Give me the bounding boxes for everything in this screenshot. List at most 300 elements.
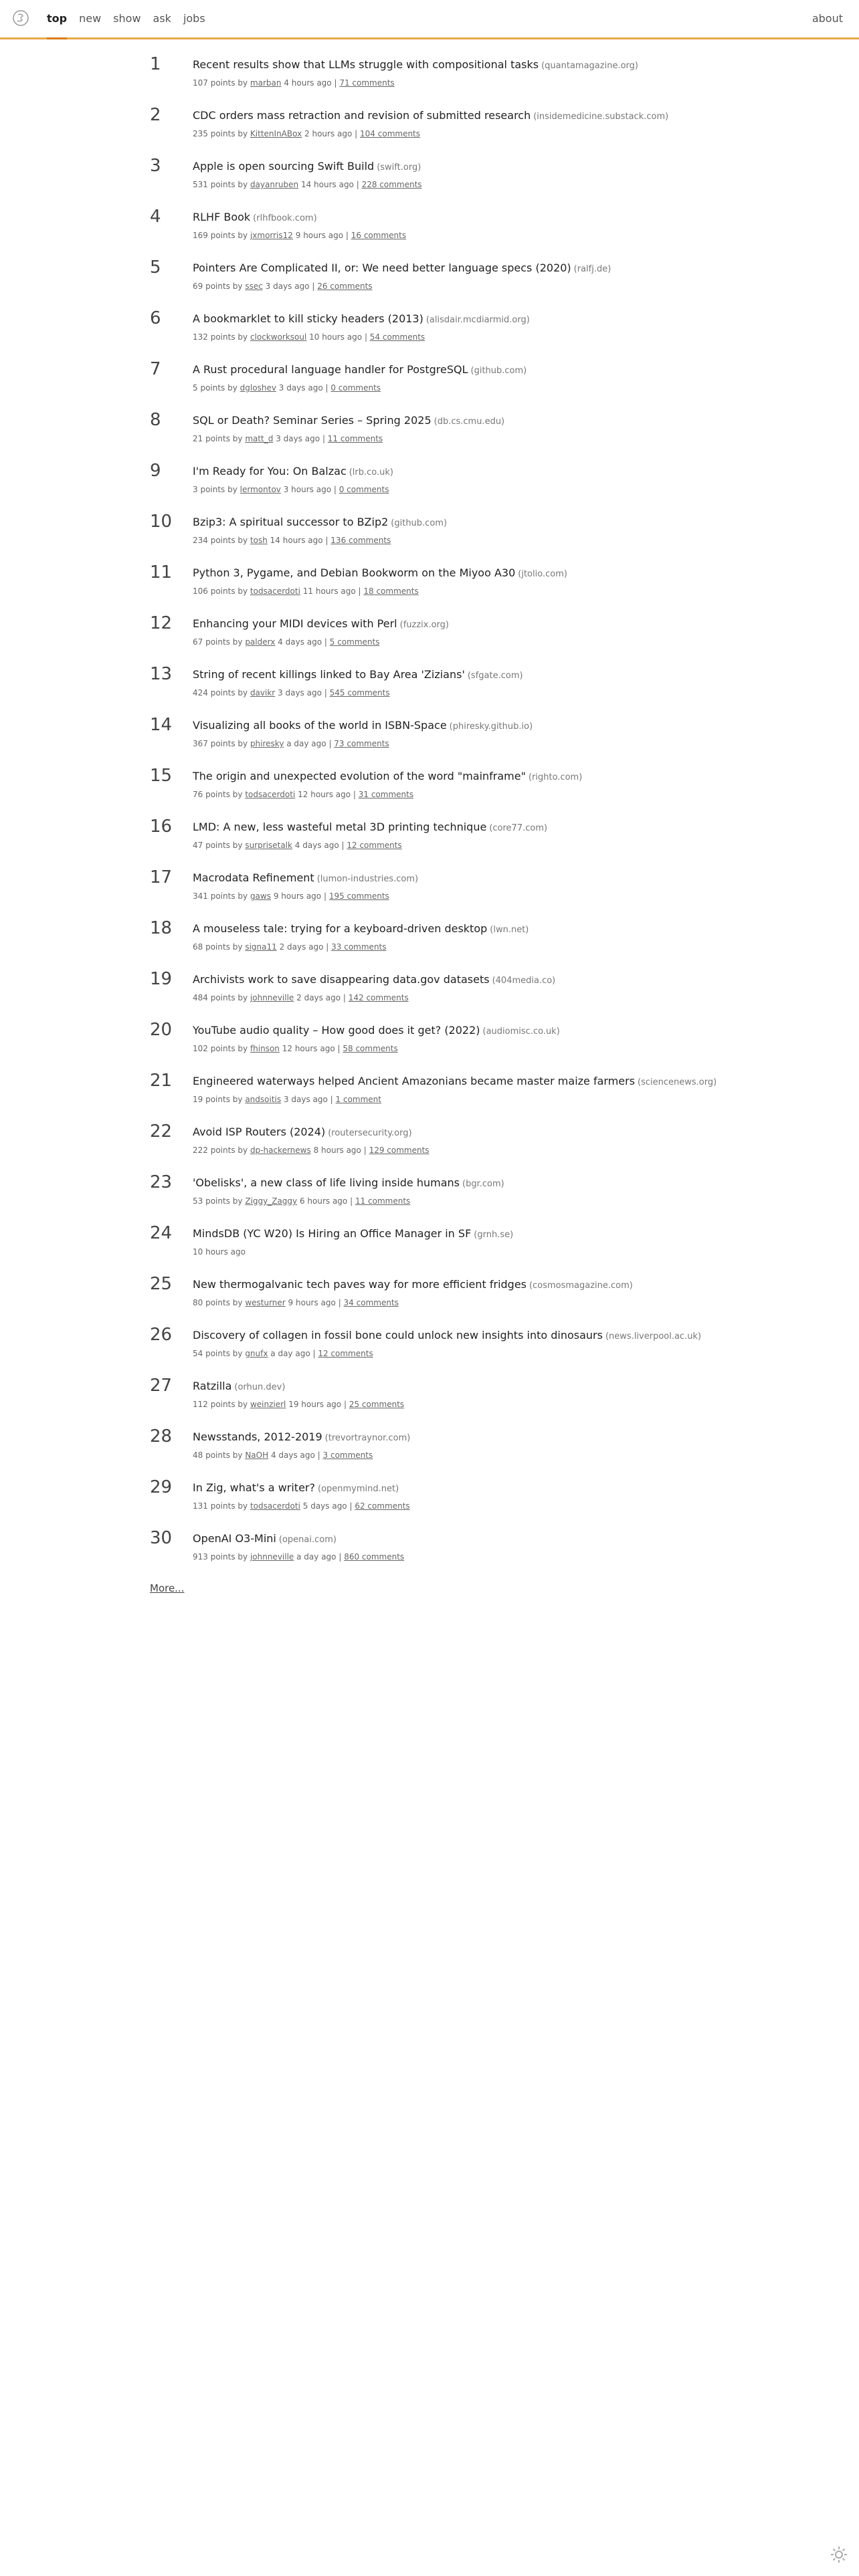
story-comments-link[interactable]: 73 comments — [334, 739, 389, 748]
story-comments-link[interactable]: 54 comments — [369, 332, 425, 342]
story-comments-link[interactable]: 31 comments — [358, 790, 414, 799]
story-age: 14 hours ago — [270, 536, 323, 545]
story-comments-link[interactable]: 11 comments — [355, 1196, 411, 1206]
story-points: 47 points by — [193, 841, 243, 850]
story-points: 102 points by — [193, 1044, 248, 1053]
story-age: 10 hours ago — [193, 1247, 246, 1257]
story-body — [193, 1172, 719, 1206]
story-domain: (cosmosmagazine.com) — [529, 1281, 633, 1291]
story-meta: 80 points by westurner 9 hours ago | 34 comments — [193, 1298, 399, 1307]
story-meta: 21 points by matt_d 3 days ago | 11 comments — [193, 434, 383, 443]
story-rank: 4 — [150, 207, 161, 227]
story-title-link[interactable]: Newsstands, 2012-2019 — [193, 1430, 322, 1443]
story-age: 3 hours ago — [283, 485, 332, 494]
story-body — [193, 460, 719, 495]
story-rank: 9 — [150, 461, 161, 481]
story-comments-link[interactable]: 0 comments — [339, 485, 389, 494]
story-comments-link[interactable]: 16 comments — [351, 231, 407, 240]
story-domain: (github.com) — [391, 518, 448, 528]
story-title-line — [193, 108, 719, 124]
story-title-link[interactable]: New thermogalvanic tech paves way for more efficient fridges — [193, 1278, 527, 1291]
story-comments-link[interactable]: 545 comments — [329, 688, 390, 697]
story-title-link[interactable]: String of recent killings linked to Bay Area 'Zizians' — [193, 668, 465, 681]
story-rank: 21 — [150, 1071, 173, 1091]
story-item — [150, 1222, 719, 1257]
story-points: 131 points by — [193, 1501, 248, 1511]
story-domain: (lwn.net) — [490, 925, 529, 935]
story-title-line — [193, 1023, 719, 1039]
story-rank: 18 — [150, 918, 173, 938]
story-body — [193, 53, 719, 88]
story-title-line — [193, 1328, 719, 1344]
story-points: 913 points by — [193, 1552, 248, 1562]
story-domain: (jtolio.com) — [518, 569, 567, 579]
story-domain: (phiresky.github.io) — [449, 722, 533, 732]
story-rank: 7 — [150, 359, 161, 379]
story-rank: 1 — [150, 54, 161, 74]
story-user-link[interactable]: ssec — [245, 282, 263, 291]
story-rank: 12 — [150, 613, 173, 633]
story-user-link[interactable]: tosh — [250, 536, 268, 545]
settings-gear-icon[interactable] — [830, 2545, 848, 2564]
story-comments-link[interactable]: 3 comments — [322, 1451, 373, 1460]
story-meta: 48 points by NaOH 4 days ago | 3 comments — [193, 1451, 373, 1460]
story-item — [150, 104, 719, 139]
story-age: 4 days ago — [278, 637, 322, 647]
story-item — [150, 968, 719, 1003]
story-meta: 69 points by ssec 3 days ago | 26 comments — [193, 282, 373, 291]
story-title-link[interactable]: Pointers Are Complicated II, or: We need better language specs (2020) — [193, 261, 571, 274]
story-title-link[interactable]: I'm Ready for You: On Balzac — [193, 465, 347, 477]
story-title-link[interactable]: Python 3, Pygame, and Debian Bookworm on the Miyoo A30 — [193, 566, 516, 579]
story-item — [150, 714, 719, 749]
story-item — [150, 1477, 719, 1511]
story-meta: 169 points by jxmorris12 9 hours ago | 16 comments — [193, 231, 407, 240]
story-meta: 5 points by dgloshev 3 days ago | 0 comments — [193, 383, 381, 393]
story-title-line — [193, 1531, 719, 1547]
story-rank: 13 — [150, 664, 173, 684]
story-comments-link[interactable]: 11 comments — [327, 434, 383, 443]
story-item — [150, 613, 719, 647]
story-title-line — [193, 1430, 719, 1446]
story-points: 80 points by — [193, 1298, 243, 1307]
story-body — [193, 308, 719, 342]
story-comments-link[interactable]: 58 comments — [343, 1044, 398, 1053]
story-meta: 19 points by andsoitis 3 days ago | 1 comment — [193, 1095, 381, 1104]
story-item — [150, 460, 719, 495]
story-item — [150, 1527, 719, 1562]
story-item — [150, 1070, 719, 1105]
story-body — [193, 1019, 719, 1054]
story-title-line — [193, 464, 719, 480]
story-meta: 106 points by todsacerdoti 11 hours ago | 18 comments — [193, 586, 419, 596]
story-list — [150, 53, 719, 1578]
top-bar — [0, 0, 859, 39]
story-points: 424 points by — [193, 688, 248, 697]
story-rank: 22 — [150, 1121, 173, 1142]
story-rank: 29 — [150, 1477, 173, 1497]
story-user-link[interactable]: surprisetalk — [245, 841, 292, 850]
story-user-link[interactable]: todsacerdoti — [250, 1501, 300, 1511]
story-comments-link[interactable]: 195 comments — [328, 891, 389, 901]
story-points: 3 points by — [193, 485, 237, 494]
story-points: 112 points by — [193, 1400, 248, 1409]
story-rank: 23 — [150, 1172, 173, 1192]
story-body — [193, 1121, 719, 1156]
story-user-link[interactable]: clockworksoul — [250, 332, 307, 342]
story-meta: 131 points by todsacerdoti 5 days ago | 62 comments — [193, 1501, 410, 1511]
story-rank: 27 — [150, 1376, 173, 1396]
story-age: 11 hours ago — [302, 586, 356, 596]
story-user-link[interactable]: gnufx — [245, 1349, 268, 1358]
story-domain: (fuzzix.org) — [399, 620, 449, 630]
story-user-link[interactable]: marban — [250, 78, 282, 88]
story-title-link[interactable]: Engineered waterways helped Ancient Amazonians became master maize farmers — [193, 1075, 636, 1087]
story-rank: 20 — [150, 1020, 173, 1040]
story-age: 4 hours ago — [284, 78, 332, 88]
story-age: 3 days ago — [278, 383, 323, 393]
story-body — [193, 867, 719, 901]
story-comments-link[interactable]: 1 comment — [335, 1095, 381, 1104]
story-age: 3 days ago — [276, 434, 320, 443]
story-domain: (grnh.se) — [474, 1230, 514, 1240]
story-body — [193, 562, 719, 597]
story-user-link[interactable]: andsoitis — [245, 1095, 282, 1104]
story-item — [150, 308, 719, 342]
story-rank: 19 — [150, 969, 173, 989]
story-title-line — [193, 413, 719, 429]
story-body — [193, 714, 719, 749]
story-meta: 3 points by lermontov 3 hours ago | 0 comments — [193, 485, 389, 494]
story-user-link[interactable]: lermontov — [240, 485, 281, 494]
story-title-link[interactable]: Ratzilla — [193, 1380, 232, 1392]
story-title-link[interactable]: A bookmarklet to kill sticky headers (2013) — [193, 312, 423, 325]
story-user-link[interactable]: phiresky — [250, 739, 284, 748]
story-comments-link[interactable]: 5 comments — [329, 637, 380, 647]
story-domain: (routersecurity.org) — [328, 1128, 412, 1138]
story-points: 106 points by — [193, 586, 248, 596]
story-domain: (news.liverpool.ac.uk) — [605, 1331, 702, 1341]
story-title-line — [193, 1176, 719, 1192]
story-body — [193, 358, 719, 393]
story-age: 9 hours ago — [288, 1298, 336, 1307]
story-points: 5 points by — [193, 383, 237, 393]
story-points: 76 points by — [193, 790, 243, 799]
story-points: 19 points by — [193, 1095, 243, 1104]
story-domain: (404media.co) — [492, 976, 556, 986]
story-domain: (openai.com) — [278, 1535, 337, 1545]
story-rank: 17 — [150, 867, 173, 887]
story-body — [193, 1324, 719, 1359]
story-meta: 234 points by tosh 14 hours ago | 136 comments — [193, 536, 391, 545]
story-meta: 53 points by Ziggy_Zaggy 6 hours ago | 11 comments — [193, 1196, 411, 1206]
story-meta: 341 points by gaws 9 hours ago | 195 comments — [193, 891, 389, 901]
story-comments-link[interactable]: 0 comments — [330, 383, 381, 393]
story-title-line — [193, 1481, 719, 1497]
story-rank: 24 — [150, 1223, 173, 1243]
story-user-link[interactable]: dp-hackernews — [250, 1146, 311, 1155]
story-title-line — [193, 1226, 719, 1243]
story-item — [150, 1324, 719, 1359]
story-comments-link[interactable]: 33 comments — [331, 942, 387, 952]
story-body — [193, 918, 719, 952]
story-meta: 531 points by dayanruben 14 hours ago | 228 comments — [193, 180, 422, 189]
story-title-line — [193, 312, 719, 328]
story-points: 222 points by — [193, 1146, 248, 1155]
story-item — [150, 1273, 719, 1308]
story-user-link[interactable]: KittenInABox — [250, 129, 302, 138]
story-title-link[interactable]: Discovery of collagen in fossil bone could unlock new insights into dinosaurs — [193, 1329, 603, 1341]
story-user-link[interactable]: jxmorris12 — [250, 231, 293, 240]
story-age: 12 hours ago — [298, 790, 351, 799]
story-user-link[interactable]: dayanruben — [250, 180, 299, 189]
story-comments-link[interactable]: 136 comments — [330, 536, 391, 545]
story-title-link[interactable]: A mouseless tale: trying for a keyboard-driven desktop — [193, 922, 488, 935]
story-comments-link[interactable]: 18 comments — [363, 586, 419, 596]
story-title-line — [193, 617, 719, 633]
story-body — [193, 1477, 719, 1511]
story-comments-link[interactable]: 71 comments — [339, 78, 395, 88]
story-body — [193, 613, 719, 647]
story-user-link[interactable]: gaws — [250, 891, 271, 901]
story-domain: (openmymind.net) — [318, 1484, 399, 1494]
nav-ask[interactable]: ask — [153, 12, 171, 25]
story-user-link[interactable]: fhinson — [250, 1044, 280, 1053]
story-item — [150, 206, 719, 241]
story-user-link[interactable]: NaOH — [245, 1451, 269, 1460]
story-points: 54 points by — [193, 1349, 243, 1358]
story-domain: (rlhfbook.com) — [253, 213, 317, 223]
story-title-link[interactable]: Apple is open sourcing Swift Build — [193, 160, 375, 173]
story-title-link[interactable]: Archivists work to save disappearing data.gov datasets — [193, 973, 490, 986]
story-rank: 11 — [150, 562, 173, 582]
story-body — [193, 1222, 719, 1257]
story-comments-link[interactable]: 62 comments — [355, 1501, 410, 1511]
story-body — [193, 816, 719, 851]
story-item — [150, 511, 719, 546]
story-domain: (audiomisc.co.uk) — [482, 1027, 560, 1037]
story-title-link[interactable]: Macrodata Refinement — [193, 871, 314, 884]
story-meta: 132 points by clockworksoul 10 hours ago | 54 comments — [193, 332, 425, 342]
story-comments-link[interactable]: 26 comments — [317, 282, 373, 291]
story-meta: 913 points by johnneville a day ago | 860 comments — [193, 1552, 405, 1562]
story-item — [150, 1426, 719, 1461]
story-age: 19 hours ago — [288, 1400, 342, 1409]
story-points: 53 points by — [193, 1196, 243, 1206]
story-title-line — [193, 210, 719, 226]
story-title-link[interactable]: LMD: A new, less wasteful metal 3D printing technique — [193, 821, 487, 833]
story-points: 68 points by — [193, 942, 243, 952]
story-body — [193, 206, 719, 241]
story-rank: 5 — [150, 257, 161, 278]
story-age: 8 hours ago — [313, 1146, 361, 1155]
story-meta: 367 points by phiresky a day ago | 73 comments — [193, 739, 389, 748]
story-body — [193, 1273, 719, 1308]
nav-show[interactable]: show — [113, 12, 141, 25]
story-title-link[interactable]: YouTube audio quality – How good does it get? (2022) — [193, 1024, 480, 1037]
story-user-link[interactable]: todsacerdoti — [250, 586, 300, 596]
story-points: 341 points by — [193, 891, 248, 901]
story-body — [193, 1426, 719, 1461]
story-rank: 3 — [150, 156, 161, 176]
story-domain: (insidemedicine.substack.com) — [533, 112, 669, 122]
story-title-line — [193, 972, 719, 988]
story-comments-link[interactable]: 228 comments — [361, 180, 422, 189]
story-title-link[interactable]: CDC orders mass retraction and revision of submitted research — [193, 109, 531, 122]
story-user-link[interactable]: weinzierl — [250, 1400, 286, 1409]
story-title-link[interactable]: Visualizing all books of the world in ISBN-Space — [193, 719, 447, 732]
story-age: a day ago — [296, 1552, 337, 1562]
story-rank: 15 — [150, 766, 173, 786]
story-item — [150, 562, 719, 597]
story-title-line — [193, 718, 719, 734]
story-domain: (sfgate.com) — [467, 671, 523, 681]
story-points: 69 points by — [193, 282, 243, 291]
story-title-line — [193, 159, 719, 175]
story-points: 48 points by — [193, 1451, 243, 1460]
story-title-line — [193, 1379, 719, 1395]
story-title-line — [193, 58, 719, 74]
more-link[interactable]: More... — [150, 1582, 185, 1594]
story-age: a day ago — [286, 739, 326, 748]
story-comments-link[interactable]: 12 comments — [347, 841, 402, 850]
story-age: 4 days ago — [294, 841, 339, 850]
story-title-link[interactable]: SQL or Death? Seminar Series – Spring 2025 — [193, 414, 432, 427]
story-title-link[interactable]: 'Obelisks', a new class of life living inside humans — [193, 1176, 460, 1189]
story-title-link[interactable]: OpenAI O3-Mini — [193, 1532, 276, 1545]
story-points: 21 points by — [193, 434, 243, 443]
story-domain: (swift.org) — [377, 163, 421, 173]
story-title-line — [193, 1074, 719, 1090]
story-domain: (trevortraynor.com) — [324, 1433, 411, 1443]
story-title-link[interactable]: A Rust procedural language handler for PostgreSQL — [193, 363, 468, 376]
story-meta: 484 points by johnneville 2 days ago | 142 comments — [193, 993, 409, 1002]
story-rank: 26 — [150, 1325, 173, 1345]
story-title-line — [193, 261, 719, 277]
story-domain: (lumon-industries.com) — [316, 874, 419, 884]
story-user-link[interactable]: davikr — [250, 688, 276, 697]
story-title-link[interactable]: In Zig, what's a writer? — [193, 1481, 315, 1494]
nav-new[interactable]: new — [79, 12, 102, 25]
story-points: 367 points by — [193, 739, 248, 748]
story-age: 3 days ago — [265, 282, 310, 291]
story-rank: 8 — [150, 410, 161, 430]
story-domain: (quantamagazine.org) — [541, 61, 638, 71]
story-title-line — [193, 769, 719, 785]
story-comments-link[interactable]: 104 comments — [360, 129, 421, 138]
story-domain: (github.com) — [470, 366, 527, 376]
logo-icon[interactable] — [12, 9, 29, 27]
story-item — [150, 867, 719, 901]
nav-top[interactable]: top — [47, 0, 67, 37]
story-rank: 6 — [150, 308, 161, 328]
story-title-link[interactable]: The origin and unexpected evolution of the word "mainframe" — [193, 770, 526, 782]
story-meta: 47 points by surprisetalk 4 days ago | 12 comments — [193, 841, 402, 850]
story-user-link[interactable]: westurner — [245, 1298, 286, 1307]
story-user-link[interactable]: Ziggy_Zaggy — [245, 1196, 298, 1206]
story-domain: (db.cs.cmu.edu) — [434, 417, 505, 427]
story-body — [193, 1527, 719, 1562]
story-title-link[interactable]: MindsDB (YC W20) Is Hiring an Office Manager in SF — [193, 1227, 472, 1240]
story-age: 10 hours ago — [309, 332, 363, 342]
story-comments-link[interactable]: 860 comments — [344, 1552, 405, 1562]
story-age: 2 days ago — [279, 942, 324, 952]
story-title-link[interactable]: Enhancing your MIDI devices with Perl — [193, 617, 397, 630]
story-title-line — [193, 820, 719, 836]
story-item — [150, 53, 719, 88]
story-age: 5 days ago — [302, 1501, 347, 1511]
story-user-link[interactable]: todsacerdoti — [245, 790, 296, 799]
story-title-link[interactable]: RLHF Book — [193, 211, 251, 223]
story-points: 107 points by — [193, 78, 248, 88]
story-age: 9 hours ago — [273, 891, 322, 901]
main-nav — [47, 0, 217, 37]
story-meta: 54 points by gnufx a day ago | 12 comments — [193, 1349, 373, 1358]
story-title-line — [193, 362, 719, 379]
story-domain: (bgr.com) — [462, 1179, 504, 1189]
story-user-link[interactable]: matt_d — [245, 434, 274, 443]
story-age: 3 days ago — [283, 1095, 328, 1104]
story-title-line — [193, 1125, 719, 1141]
story-points: 484 points by — [193, 993, 248, 1002]
story-title-line — [193, 667, 719, 683]
story-comments-link[interactable]: 34 comments — [343, 1298, 399, 1307]
story-meta: 424 points by davikr 3 days ago | 545 comments — [193, 688, 390, 697]
story-comments-link[interactable]: 12 comments — [318, 1349, 373, 1358]
story-domain: (ralfj.de) — [573, 264, 611, 274]
story-user-link[interactable]: signa11 — [245, 942, 277, 952]
story-title-link[interactable]: Recent results show that LLMs struggle with compositional tasks — [193, 58, 539, 71]
story-domain: (righto.com) — [528, 772, 583, 782]
story-item — [150, 358, 719, 393]
story-item — [150, 1019, 719, 1054]
story-body — [193, 511, 719, 546]
story-points: 531 points by — [193, 180, 248, 189]
story-body — [193, 765, 719, 800]
story-item — [150, 155, 719, 190]
story-age: 2 hours ago — [304, 129, 353, 138]
story-user-link[interactable]: johnneville — [250, 1552, 294, 1562]
story-meta: 68 points by signa11 2 days ago | 33 comments — [193, 942, 387, 952]
story-body — [193, 409, 719, 444]
story-meta: 102 points by fhinson 12 hours ago | 58 comments — [193, 1044, 398, 1053]
story-user-link[interactable]: dgloshev — [240, 383, 276, 393]
story-comments-link[interactable]: 129 comments — [369, 1146, 430, 1155]
story-comments-link[interactable]: 25 comments — [349, 1400, 405, 1409]
story-title-line — [193, 871, 719, 887]
story-age: 2 days ago — [296, 993, 341, 1002]
story-body — [193, 257, 719, 292]
story-age: a day ago — [270, 1349, 310, 1358]
story-title-line — [193, 1277, 719, 1293]
story-rank: 28 — [150, 1426, 173, 1446]
story-comments-link[interactable]: 142 comments — [348, 993, 409, 1002]
about-link[interactable]: about — [812, 12, 843, 25]
story-item — [150, 1121, 719, 1156]
story-domain: (lrb.co.uk) — [349, 467, 393, 477]
story-rank: 16 — [150, 817, 173, 837]
story-item — [150, 663, 719, 698]
story-item — [150, 918, 719, 952]
story-title-link[interactable]: Bzip3: A spiritual successor to BZip2 — [193, 516, 389, 528]
story-body — [193, 155, 719, 190]
story-user-link[interactable]: palderx — [245, 637, 276, 647]
nav-jobs[interactable]: jobs — [183, 12, 205, 25]
story-user-link[interactable]: johnneville — [250, 993, 294, 1002]
story-rank: 2 — [150, 105, 161, 125]
story-age: 12 hours ago — [282, 1044, 335, 1053]
story-title-link[interactable]: Avoid ISP Routers (2024) — [193, 1125, 326, 1138]
